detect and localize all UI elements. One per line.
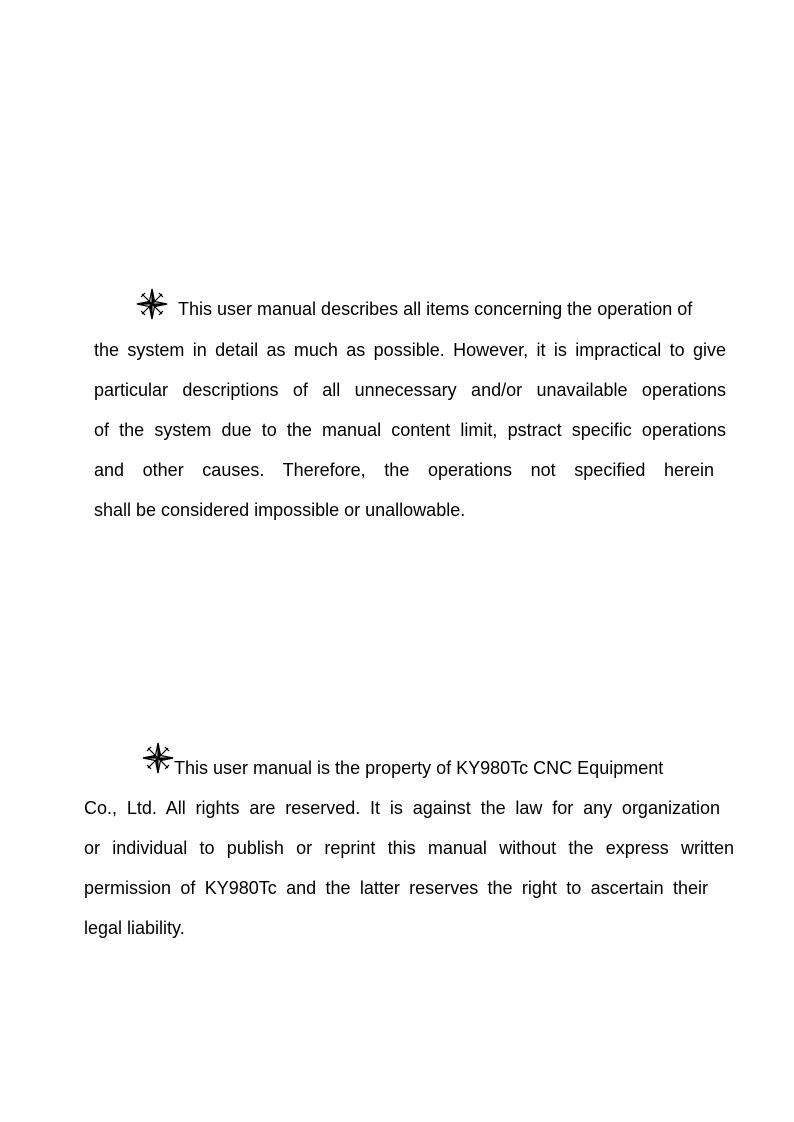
- paragraph-1-line-3: particular descriptions of all unnecessary and/or unavailable operations: [94, 380, 726, 400]
- paragraph-1-line-5: and other causes. Therefore, the operations not specified herein: [94, 460, 714, 480]
- compass-star-icon: [136, 288, 168, 320]
- notice-paragraph-copyright: [84, 742, 734, 942]
- notice-paragraph-operation-scope: [94, 288, 726, 528]
- paragraph-2-line-1: This user manual is the property of KY980Tc CNC Equipment: [174, 758, 664, 778]
- compass-star-icon: [142, 742, 174, 774]
- paragraph-2-line-5: legal liability.: [84, 918, 185, 938]
- paragraph-1-line-6: shall be considered impossible or unallowable.: [94, 500, 466, 520]
- paragraph-1-line-2: the system in detail as much as possible. However, it is impractical to give: [94, 340, 726, 360]
- paragraph-2-line-3: or individual to publish or reprint this manual without the express written: [84, 838, 734, 858]
- paragraph-1-line-1: This user manual describes all items concerning the operation of: [178, 299, 693, 319]
- paragraph-2-line-4: permission of KY980Tc and the latter reserves the right to ascertain their: [84, 878, 708, 898]
- paragraph-1-line-4: of the system due to the manual content limit, pstract specific operations: [94, 420, 726, 440]
- paragraph-2-line-2: Co., Ltd. All rights are reserved. It is against the law for any organization: [84, 798, 720, 818]
